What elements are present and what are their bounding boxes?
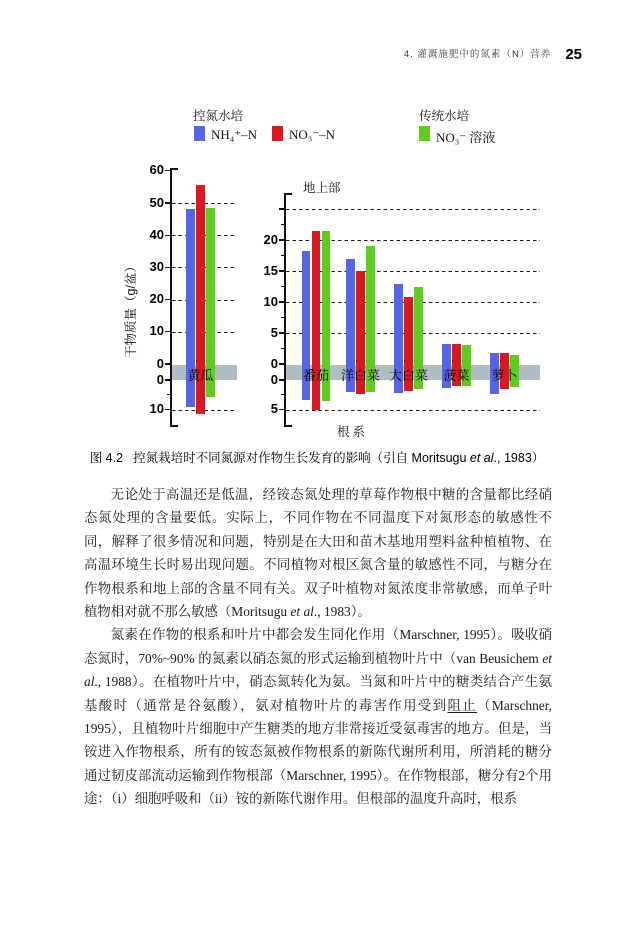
tick-label: 40 [149, 226, 164, 242]
axis-tick [165, 170, 171, 171]
text-run: （Marschner, 1995），且植物叶片细胞中产生糖类的地方非常接近受氨毒害的地方。但是，当铵进入作物根系，所有的铵态氮被作物根系的新陈代谢所利用，所消耗的糖分通过韧皮部流动运输到作物根部（Marschner, 1995）。在作物根部，糖分有2个用途：（i）细胞呼吸和（ii）铵的新陈代谢作用。但根部的温度升高时，根系 [84, 697, 553, 807]
running-head: 4. 灌溉施肥中的氮素（N）营养 [403, 49, 552, 60]
axis-tick [281, 224, 284, 225]
axis-tick [279, 363, 285, 364]
figure-caption [0, 448, 634, 466]
inline-italic: et al [290, 604, 314, 620]
y-axis-title: 干物质量（g/盆） [124, 260, 138, 358]
axis-tick [279, 301, 285, 302]
category-label: 菠菜 [443, 368, 470, 383]
axis-tick [165, 409, 171, 410]
tick-label: 60 [149, 162, 164, 178]
tick-label: 20 [263, 231, 278, 247]
axis-tick [281, 348, 284, 349]
tick-label: 50 [149, 194, 164, 210]
legend-label-ammonium: NH₄⁺–N [211, 127, 258, 142]
tick-label: 0 [270, 371, 278, 387]
category-label: 洋白菜 [340, 368, 380, 383]
axis-tick [281, 317, 284, 318]
axis-stub [170, 168, 178, 170]
body-text [84, 483, 552, 811]
axis-stub [284, 193, 292, 195]
axis-tick [165, 331, 171, 332]
figure-caption-etal: et al [469, 451, 494, 465]
inline-underline: 阻止 [447, 697, 478, 713]
legend-label-solution: NO₃⁻ 溶液 [436, 130, 496, 145]
figure-caption-text: 控氮栽培时不同氮源对作物生长发育的影响（引自 Moritsugu [133, 451, 470, 465]
axis-tick [279, 332, 285, 333]
axis-tick [279, 409, 285, 410]
text-run: 氮素在作物的根系和叶片中都会发生同化作用（Marschner, 1995）。吸收硝态氮时，70%~90% 的氮素以硝态氮的形式运输到植物叶片中（van Beusichem [84, 627, 552, 666]
text-run: 无论处于高温还是低温，经铵态氮处理的草莓作物根中糖的含量都比经硝态氮处理的含量要低。实际上，不同作物在不同温度下对氮形态的敏感性不同，解释了很多情况和问题，特别是在大田和苗木基地用塑料盆种植植物、在高温环境生长时易出现问题。不同植物对根区氮含量的敏感性不同，与糖分在作物根系和地上部的含量不同有关。双子叶植物对氮浓度非常敏感，而单子叶植物相对就不那么敏感（Moritsugu [84, 487, 552, 620]
axis-tick [279, 239, 285, 240]
category-label: 大白菜 [388, 368, 428, 383]
text-run: ., 1983）。 [313, 604, 371, 620]
tick-label: 10 [149, 401, 164, 416]
tick-label: 10 [149, 323, 164, 339]
axis-tick [279, 270, 285, 271]
axis-tick [165, 299, 171, 300]
axis-tick [281, 394, 284, 395]
axis-stub [284, 425, 292, 427]
legend-group2-title: 传统水培 [419, 109, 470, 123]
figure-caption-label: 图 4.2 [89, 451, 124, 465]
inline-italic: et al [84, 650, 552, 690]
axis-tick [279, 379, 285, 380]
category-label: 黄瓜 [187, 368, 214, 383]
gridline [286, 209, 540, 210]
tick-label: 20 [149, 291, 164, 307]
y-axis [170, 168, 172, 426]
tick-label: 0 [156, 355, 164, 371]
y-axis [284, 193, 286, 426]
page-number: 25 [565, 46, 582, 63]
tick-label: 15 [263, 262, 278, 278]
axis-tick [165, 363, 171, 364]
axis-tick [165, 267, 171, 268]
axis-tick [167, 394, 170, 395]
axis-stub [170, 425, 178, 427]
gridline [286, 410, 540, 411]
axis-tick [165, 202, 171, 203]
paragraph [84, 483, 552, 623]
axis-tick [279, 208, 285, 209]
figure-caption-year: ., 1983） [493, 451, 545, 465]
category-label: 番茄 [302, 368, 329, 383]
text-run: ., 1988）。在植物叶片中，硝态氮转化为氨。当氮和叶片中的糖类结合产生氨基酸时（通常是谷氨酸），氨对植物叶片的毒害作用受到 [84, 674, 552, 713]
label-shoot-section: 地上部 [303, 181, 341, 195]
axis-tick [165, 235, 171, 236]
legend-label-nitrate: NO₃⁻–N [289, 127, 336, 142]
legend-group1-title: 控氮水培 [193, 109, 244, 123]
label-root-section: 根系 [337, 425, 369, 439]
tick-label: 30 [149, 258, 164, 274]
tick-label: 0 [156, 371, 164, 387]
axis-tick [165, 379, 171, 380]
tick-label: 10 [263, 293, 278, 309]
tick-label: 5 [270, 324, 278, 340]
paragraph [84, 623, 552, 810]
category-label: 萝卜 [491, 368, 518, 383]
axis-tick [281, 286, 284, 287]
axis-tick [281, 255, 284, 256]
tick-label: 5 [270, 401, 278, 416]
tick-label: 0 [270, 355, 278, 371]
